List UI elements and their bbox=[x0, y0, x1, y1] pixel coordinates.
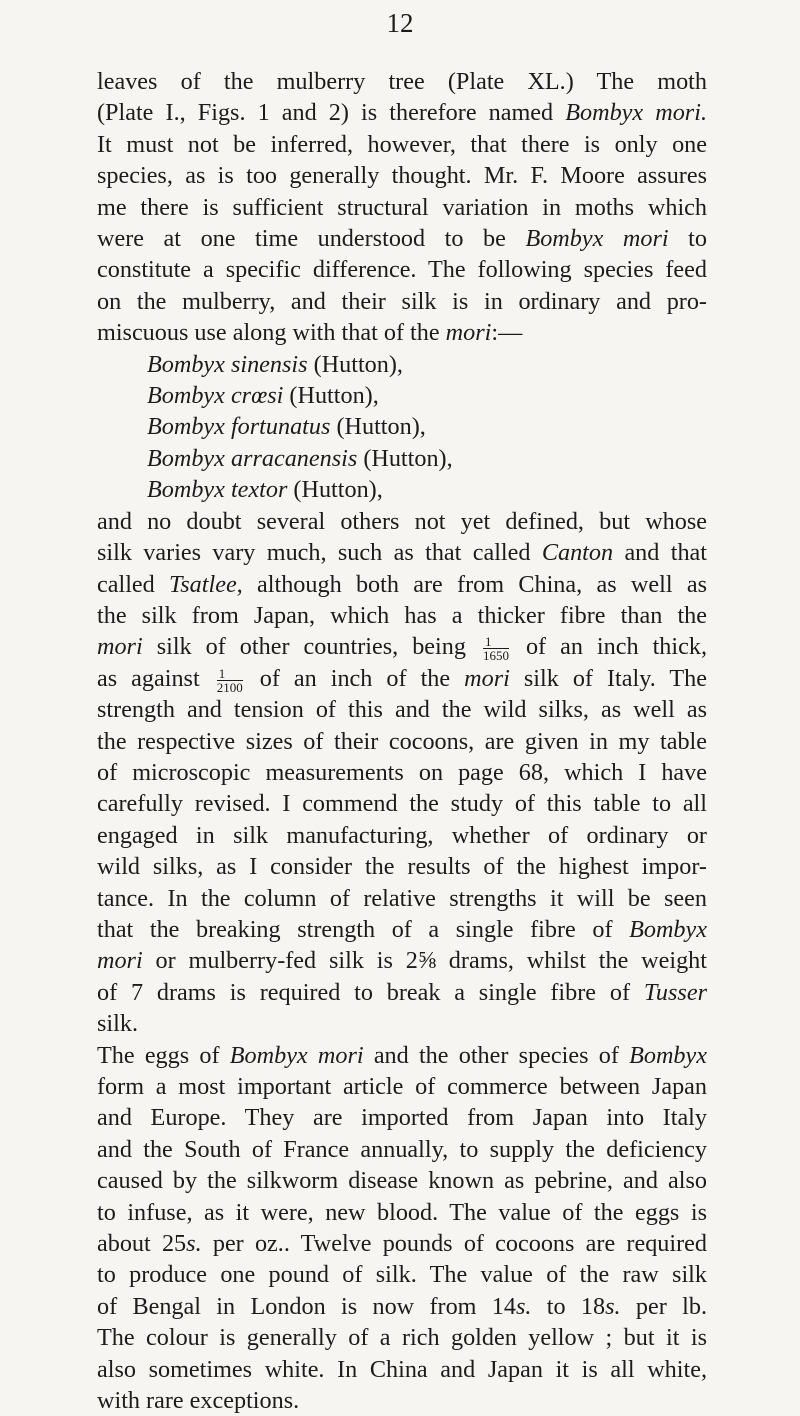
species-item: Bombyx sinensis (Hutton), bbox=[147, 350, 403, 378]
text-line: silk. bbox=[97, 1010, 138, 1038]
text-line: tance. In the column of relative strengths it will be seen bbox=[97, 884, 707, 912]
species-item: Bombyx fortunatus (Hutton), bbox=[147, 413, 426, 441]
text-line: and the South of France annually, to supply the deficiency bbox=[97, 1135, 707, 1163]
text-line: that the breaking strength of a single fibre of Bombyx bbox=[97, 915, 707, 943]
text-line: constitute a specific difference. The following species feed bbox=[97, 256, 707, 284]
text-line: silk varies vary much, such as that called Canton and that bbox=[97, 539, 707, 567]
species-item: Bombyx textor (Hutton), bbox=[147, 476, 383, 504]
text-line: of Bengal in London is now from 14s. to 18s. per lb. bbox=[97, 1292, 707, 1320]
text-line: form a most important article of commerce between Japan bbox=[97, 1073, 707, 1100]
text-line: called Tsatlee, although both are from China, as well as bbox=[97, 570, 707, 598]
page-number: 12 bbox=[386, 8, 414, 38]
text-line: leaves of the mulberry tree (Plate XL.) The moth bbox=[97, 68, 707, 95]
text-line: The colour is generally of a rich golden yellow ; but it is bbox=[97, 1324, 707, 1352]
text-line: of microscopic measurements on page 68, which I have bbox=[97, 758, 707, 786]
text-line: the silk from Japan, which has a thicker fibre than the bbox=[97, 601, 707, 629]
text-line: were at one time understood to be Bombyx mori to bbox=[97, 225, 707, 253]
text-line: me there is sufficient structural variation in moths which bbox=[97, 193, 707, 221]
text-line: the respective sizes of their cocoons, are given in my table bbox=[97, 727, 707, 755]
text-line: also sometimes white. In China and Japan it is all white, bbox=[97, 1355, 707, 1383]
text-line: (Plate I., Figs. 1 and 2) is therefore named Bombyx mori. bbox=[97, 99, 707, 127]
text-line: and Europe. They are imported from Japan into Italy bbox=[97, 1104, 707, 1132]
text-line: wild silks, as I consider the results of the highest impor- bbox=[97, 853, 707, 881]
text-line: mori silk of other countries, being $\frac{1}{1650}$ of an inch thick, bbox=[97, 633, 707, 664]
text-line: on the mulberry, and their silk is in ordinary and pro- bbox=[97, 287, 707, 315]
text-line: and no doubt several others not yet defined, but whose bbox=[97, 507, 707, 535]
text-line: with rare exceptions. bbox=[97, 1387, 300, 1415]
text-line: to produce one pound of silk. The value of the raw silk bbox=[97, 1261, 707, 1289]
species-item: Bombyx crœsi (Hutton), bbox=[147, 382, 379, 410]
text-line: mori or mulberry-fed silk is 2⅝ drams, whilst the weight bbox=[97, 947, 707, 975]
text-line: strength and tension of this and the wild silks, as well as bbox=[97, 696, 707, 724]
species-item: Bombyx arracanensis (Hutton), bbox=[147, 444, 453, 472]
text-line: to infuse, as it were, new blood. The value of the eggs is bbox=[97, 1198, 707, 1226]
fraction: $\frac{1}{2100}$ bbox=[216, 665, 243, 695]
body-text bbox=[97, 66, 707, 1416]
text-line: The eggs of Bombyx mori and the other species of Bombyx bbox=[97, 1041, 707, 1069]
text-line: about 25s. per oz.. Twelve pounds of cocoons are required bbox=[97, 1230, 707, 1258]
text-line: carefully revised. I commend the study of this table to all bbox=[97, 790, 707, 818]
text-line: of 7 drams is required to break a single fibre of Tusser bbox=[97, 978, 707, 1006]
text-line: engaged in silk manufacturing, whether of ordinary or bbox=[97, 821, 707, 849]
text-line: caused by the silkworm disease known as pebrine, and also bbox=[97, 1167, 707, 1195]
text-line: miscuous use along with that of the mori:— bbox=[97, 319, 523, 347]
text-line: as against $\frac{1}{2100}$ of an inch of the mori silk of Italy. The bbox=[97, 664, 707, 695]
text-line: species, as is too generally thought. Mr. F. Moore assures bbox=[97, 162, 707, 190]
text-line: It must not be inferred, however, that there is only one bbox=[97, 130, 707, 158]
fraction: $\frac{1}{1650}$ bbox=[482, 634, 509, 664]
